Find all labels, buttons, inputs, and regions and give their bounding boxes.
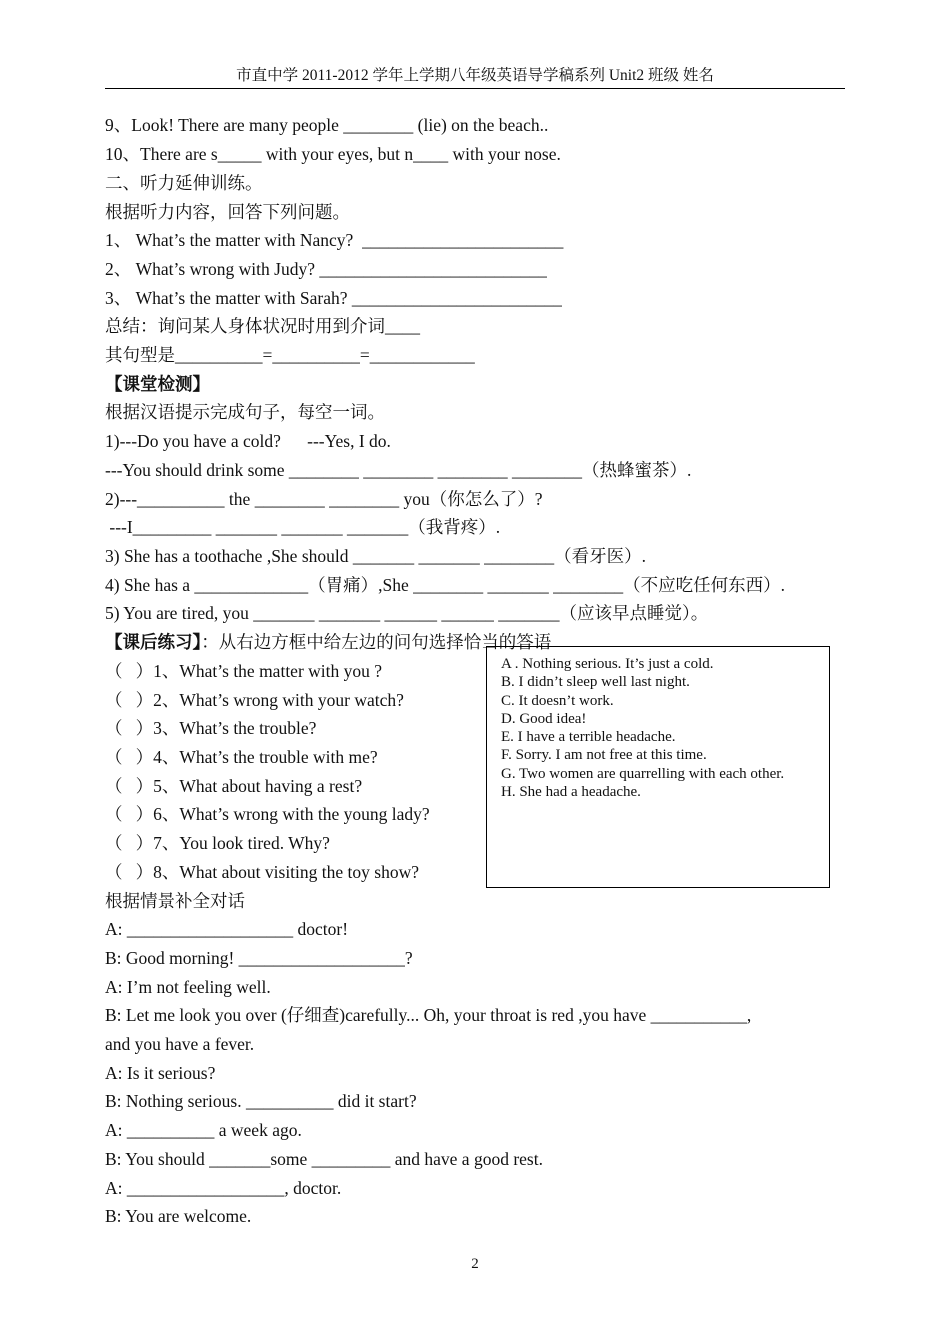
text-line: 1)---Do you have a cold? ---Yes, I do. (105, 431, 391, 451)
text-line: A: ___________________ doctor! (105, 919, 349, 939)
text-line: 总结：询问某人身体状况时用到介词____ (105, 316, 420, 336)
text-line: A: I’m not feeling well. (105, 977, 271, 997)
text-line: （ ）7、You look tired. Why? (105, 833, 330, 853)
answer-option: D. Good idea! (501, 710, 587, 727)
text-line: ---You should drink some ________ ________ ________ ________（热蜂蜜茶）. (105, 460, 692, 480)
text-line: 二、听力延伸训练。 (105, 173, 263, 193)
text-line: （ ）1、What’s the matter with you ? (105, 661, 383, 681)
text-line: A: __________________, doctor. (105, 1178, 342, 1198)
text-line: 【课堂检测】 (105, 374, 210, 394)
text-line: A: __________ a week ago. (105, 1120, 302, 1140)
page-header: 市直中学 2011-2012 学年上学期八年级英语导学稿系列 Unit2 班级 姓名 (105, 66, 845, 89)
text-line: B: Good morning! ___________________? (105, 948, 413, 968)
text-line: 9、Look! There are many people ________ (lie) on the beach.. (105, 115, 549, 135)
text-line: 根据听力内容，回答下列问题。 (105, 202, 350, 222)
text-line: B: Let me look you over (仔细查)carefully... Oh, your throat is red ,you have ___________, (105, 1005, 752, 1025)
answer-option: G. Two women are quarrelling with each other. (501, 765, 785, 782)
answer-option: A . Nothing serious. It’s just a cold. (501, 656, 714, 672)
answer-option: H. She had a headache. (501, 784, 641, 801)
text-line: （ ）6、What’s wrong with the young lady? (105, 804, 430, 824)
text-line: and you have a fever. (105, 1034, 255, 1054)
text-line: 10、There are s_____ with your eyes, but n____ with your nose. (105, 144, 561, 164)
answer-options-box (486, 646, 830, 888)
text-line: 3) She has a toothache ,She should _______ _______ ________（看牙医）. (105, 546, 646, 566)
text-line: 根据情景补全对话 (105, 891, 245, 911)
text-line: A: Is it serious? (105, 1063, 216, 1083)
answer-option: B. I didn’t sleep well last night. (501, 674, 690, 691)
text-line: B: You should _______some _________ and have a good rest. (105, 1149, 543, 1169)
answer-option: E. I have a terrible headache. (501, 729, 676, 746)
answer-option: C. It doesn’t work. (501, 692, 614, 709)
text-line: 2)---__________ the ________ ________ you（你怎么了）? (105, 489, 543, 509)
text-line: （ ）3、What’s the trouble? (105, 718, 317, 738)
text-line: 其句型是__________=__________=____________ (105, 345, 475, 365)
text-line: （ ）5、What about having a rest? (105, 776, 363, 796)
page-number: 2 (471, 1256, 479, 1272)
text-line: 5) You are tired, you _______ _______ ______ ______ _______（应该早点睡觉）。 (105, 603, 709, 623)
text-line: 4) She has a _____________（胃痛）,She ________ _______ ________（不应吃任何东西）. (105, 575, 786, 595)
text-line: （ ）4、What’s the trouble with me? (105, 747, 378, 767)
text-line: （ ）8、What about visiting the toy show? (105, 862, 419, 882)
text-line: 1、 What’s the matter with Nancy? _______________________ (105, 230, 564, 250)
text-line: ---I_________ _______ _______ _______（我背疼）. (105, 517, 501, 537)
text-line: 【课后练习】：从右边方框中给左边的问句选择恰当的答语 (105, 632, 552, 652)
text-line: 2、 What’s wrong with Judy? __________________________ (105, 259, 547, 279)
text-line: B: Nothing serious. __________ did it start? (105, 1091, 417, 1111)
text-line: 3、 What’s the matter with Sarah? ________________________ (105, 288, 562, 308)
text-line: 根据汉语提示完成句子，每空一词。 (105, 402, 385, 422)
text-line: B: You are welcome. (105, 1206, 252, 1226)
answer-option: F. Sorry. I am not free at this time. (501, 747, 707, 764)
section-label: 【课后练习】 (105, 632, 202, 652)
text-line: （ ）2、What’s wrong with your watch? (105, 690, 404, 710)
answer-options-list (501, 655, 829, 801)
